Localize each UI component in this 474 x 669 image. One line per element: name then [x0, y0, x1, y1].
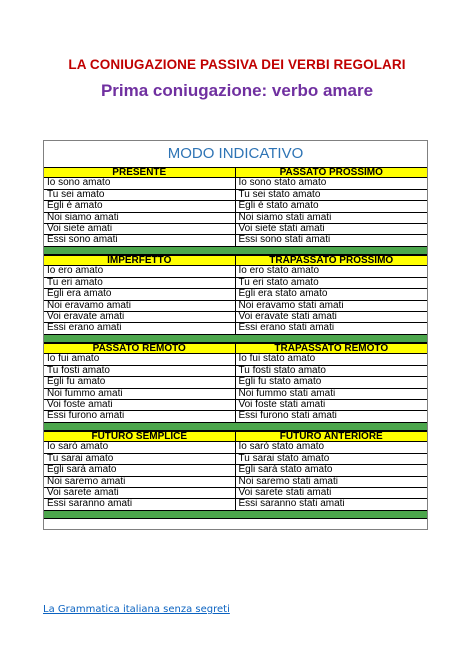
table-cell: Essi sono stati amati	[238, 235, 331, 246]
separator-band	[44, 247, 427, 255]
table-cell: Io sarò amato	[44, 442, 236, 452]
table-row	[44, 323, 427, 334]
page-title: LA CONIUGAZIONE PASSIVA DEI VERBI REGOLARI	[68, 57, 406, 72]
table-cell: Noi eravamo amati	[44, 301, 236, 311]
table-cell: Noi saremo stati amati	[238, 476, 338, 487]
footer-link[interactable]: La Grammatica italiana senza segreti	[43, 604, 230, 615]
table-cell: Egli era stato amato	[238, 289, 328, 300]
table-row	[44, 278, 427, 289]
table-cell: Io sono amato	[44, 178, 236, 188]
table-cell: Essi furono amati	[44, 411, 236, 421]
page-subtitle: Prima coniugazione: verbo amare	[100, 81, 374, 100]
table-cell: Tu sei amato	[44, 190, 236, 200]
table-cell: Io ero amato	[44, 266, 236, 276]
table-cell: Essi saranno amati	[44, 499, 236, 509]
table-cell: Voi siete amati	[44, 224, 236, 234]
tense-header-row	[44, 255, 427, 266]
table-cell: Io sarò stato amato	[238, 442, 325, 453]
table-cell: Tu sarai amato	[44, 454, 236, 464]
tense-block-imperfetto	[44, 255, 427, 343]
table-cell: Io sono stato amato	[238, 178, 327, 189]
table-row	[44, 178, 427, 189]
table-cell: Noi eravamo stati amati	[238, 300, 344, 311]
table-row	[44, 190, 427, 201]
table-row	[44, 366, 427, 377]
table-cell: Voi foste stati amati	[238, 399, 326, 410]
table-cell: Voi eravate amati	[44, 312, 236, 322]
table-cell: Voi sarete amati	[44, 488, 236, 498]
table-cell: Voi eravate stati amati	[238, 311, 337, 322]
table-cell: Voi sarete stati amati	[238, 487, 332, 498]
tense-header-left: FUTURO SEMPLICE	[44, 432, 236, 441]
table-cell: Egli è amato	[44, 201, 236, 211]
table-row	[44, 465, 427, 476]
conjugation-table	[43, 140, 428, 530]
table-cell: Essi erano amati	[44, 323, 236, 333]
table-row	[44, 442, 427, 453]
table-cell: Egli è stato amato	[238, 201, 319, 212]
tense-header-right: FUTURO ANTERIORE	[279, 432, 383, 442]
table-cell: Essi sono amati	[44, 235, 236, 245]
table-row	[44, 266, 427, 277]
table-cell: Essi furono stati amati	[238, 411, 337, 422]
table-cell: Egli fu amato	[44, 377, 236, 387]
table-row	[44, 354, 427, 365]
table-row	[44, 235, 427, 246]
table-cell: Tu fosti amato	[44, 366, 236, 376]
table-row	[44, 201, 427, 212]
table-cell: Noi fummo stati amati	[238, 388, 336, 399]
table-row	[44, 488, 427, 499]
table-cell: Egli sarà stato amato	[238, 465, 333, 476]
tense-block-futuro	[44, 431, 427, 519]
tense-header-left: PRESENTE	[44, 168, 236, 177]
separator-band	[44, 511, 427, 519]
table-cell: Noi saremo amati	[44, 477, 236, 487]
tense-header-right: TRAPASSATO PROSSIMO	[269, 256, 394, 266]
table-row	[44, 377, 427, 388]
table-row	[44, 499, 427, 510]
table-cell: Io ero stato amato	[238, 266, 320, 277]
tense-header-row	[44, 343, 427, 354]
table-row	[44, 312, 427, 323]
tense-header-row	[44, 167, 427, 178]
table-row	[44, 224, 427, 235]
table-cell: Essi saranno stati amati	[238, 499, 345, 510]
table-cell: Io fui stato amato	[238, 354, 316, 365]
table-cell: Voi siete stati amati	[238, 223, 325, 234]
table-row	[44, 411, 427, 422]
table-row	[44, 213, 427, 224]
tense-header-left: PASSATO REMOTO	[44, 344, 236, 353]
table-row	[44, 400, 427, 411]
separator-band	[44, 423, 427, 431]
table-row	[44, 477, 427, 488]
table-row	[44, 454, 427, 465]
table-cell: Egli era amato	[44, 289, 236, 299]
separator-band	[44, 335, 427, 343]
tense-header-row	[44, 431, 427, 442]
table-cell: Tu sei stato amato	[238, 189, 321, 200]
table-cell: Essi erano stati amati	[238, 323, 335, 334]
table-cell: Tu fosti stato amato	[238, 365, 326, 376]
table-cell: Egli sarà amato	[44, 465, 236, 475]
table-row	[44, 301, 427, 312]
table-row	[44, 389, 427, 400]
table-row	[44, 289, 427, 300]
tense-block-passato-remoto	[44, 343, 427, 431]
table-cell: Noi siamo stati amati	[238, 212, 332, 223]
table-cell: Voi foste amati	[44, 400, 236, 410]
table-cell: Noi fummo amati	[44, 389, 236, 399]
tense-header-left: IMPERFETTO	[44, 256, 236, 265]
tense-header-right: PASSATO PROSSIMO	[279, 168, 383, 178]
tense-block-presente	[44, 167, 427, 255]
tense-header-right: TRAPASSATO REMOTO	[274, 344, 389, 354]
table-cell: Tu eri amato	[44, 278, 236, 288]
table-cell: Io fui amato	[44, 354, 236, 364]
table-cell: Tu eri stato amato	[238, 277, 319, 288]
table-cell: Egli fu stato amato	[238, 377, 322, 388]
table-cell: Tu sarai stato amato	[238, 453, 330, 464]
modo-heading: MODO INDICATIVO	[167, 145, 304, 162]
table-cell: Noi siamo amati	[44, 213, 236, 223]
